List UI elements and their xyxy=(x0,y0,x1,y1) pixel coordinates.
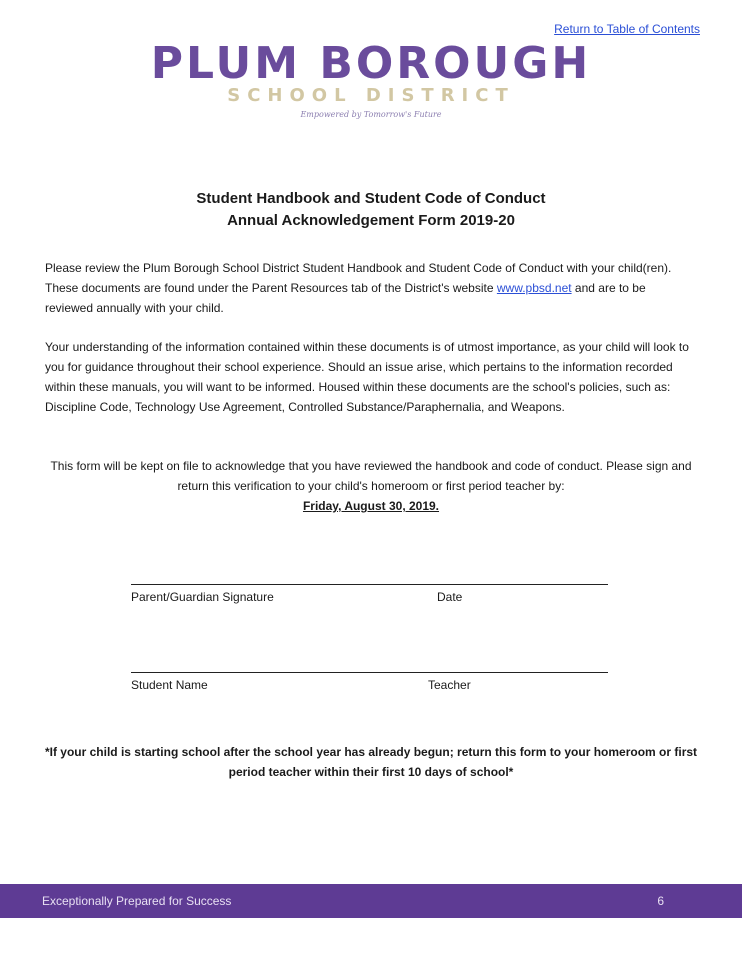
teacher-label: Teacher xyxy=(428,678,471,692)
return-to-toc-link[interactable]: Return to Table of Contents xyxy=(554,22,700,36)
footer-bar xyxy=(0,884,742,918)
deadline-date: Friday, August 30, 2019. xyxy=(302,499,440,513)
review-text-start: Please review the Plum Borough School District Student Handbook and Student Code of Conduct with your child(ren). These documents are found under the Parent Resources tab of the District's website xyxy=(45,261,672,295)
logo-main-text: PLUM BOROUGH xyxy=(150,38,592,89)
review-paragraph xyxy=(45,258,695,318)
district-logo xyxy=(0,40,742,119)
acknowledgement-paragraph xyxy=(42,456,700,516)
acknowledgement-text: This form will be kept on file to acknowledge that you have reviewed the handbook and code of conduct. Please sign and return this verification to your child's homeroom or first period teacher by: xyxy=(50,459,692,493)
district-website-link[interactable]: www.pbsd.net xyxy=(496,281,572,295)
late-start-note: *If your child is starting school after the school year has already begun; return this form to your homeroom or first period teacher within their first 10 days of school* xyxy=(44,745,698,779)
logo-sub-text: SCHOOL DISTRICT xyxy=(227,85,515,106)
logo-tagline: Empowered by Tomorrow's Future xyxy=(300,110,442,119)
parent-signature-line[interactable] xyxy=(131,584,608,585)
importance-paragraph: Your understanding of the information contained within these documents is of utmost importance, as your child will look to you for guidance throughout their school experience. Should an issue arise, which pertains to the information recorded within these manuals, you will want to be informed. Housed within these documents are the school's policies, such as: Discipline Code, Technology Use Agreement, Controlled Substance/Paraphernalia, and Weapons. xyxy=(45,340,689,414)
student-name-label: Student Name xyxy=(131,678,208,692)
parent-signature-label: Parent/Guardian Signature xyxy=(131,590,274,604)
page-number: 6 xyxy=(657,894,664,908)
footer-slogan: Exceptionally Prepared for Success xyxy=(42,894,232,908)
review-text-end: and are to be reviewed annually with your child. xyxy=(45,281,646,315)
student-name-line[interactable] xyxy=(131,672,608,673)
title-line-1: Student Handbook and Student Code of Conduct xyxy=(196,190,546,207)
date-label: Date xyxy=(437,590,463,604)
form-title xyxy=(0,188,742,232)
title-line-2: Annual Acknowledgement Form 2019-20 xyxy=(227,212,515,229)
